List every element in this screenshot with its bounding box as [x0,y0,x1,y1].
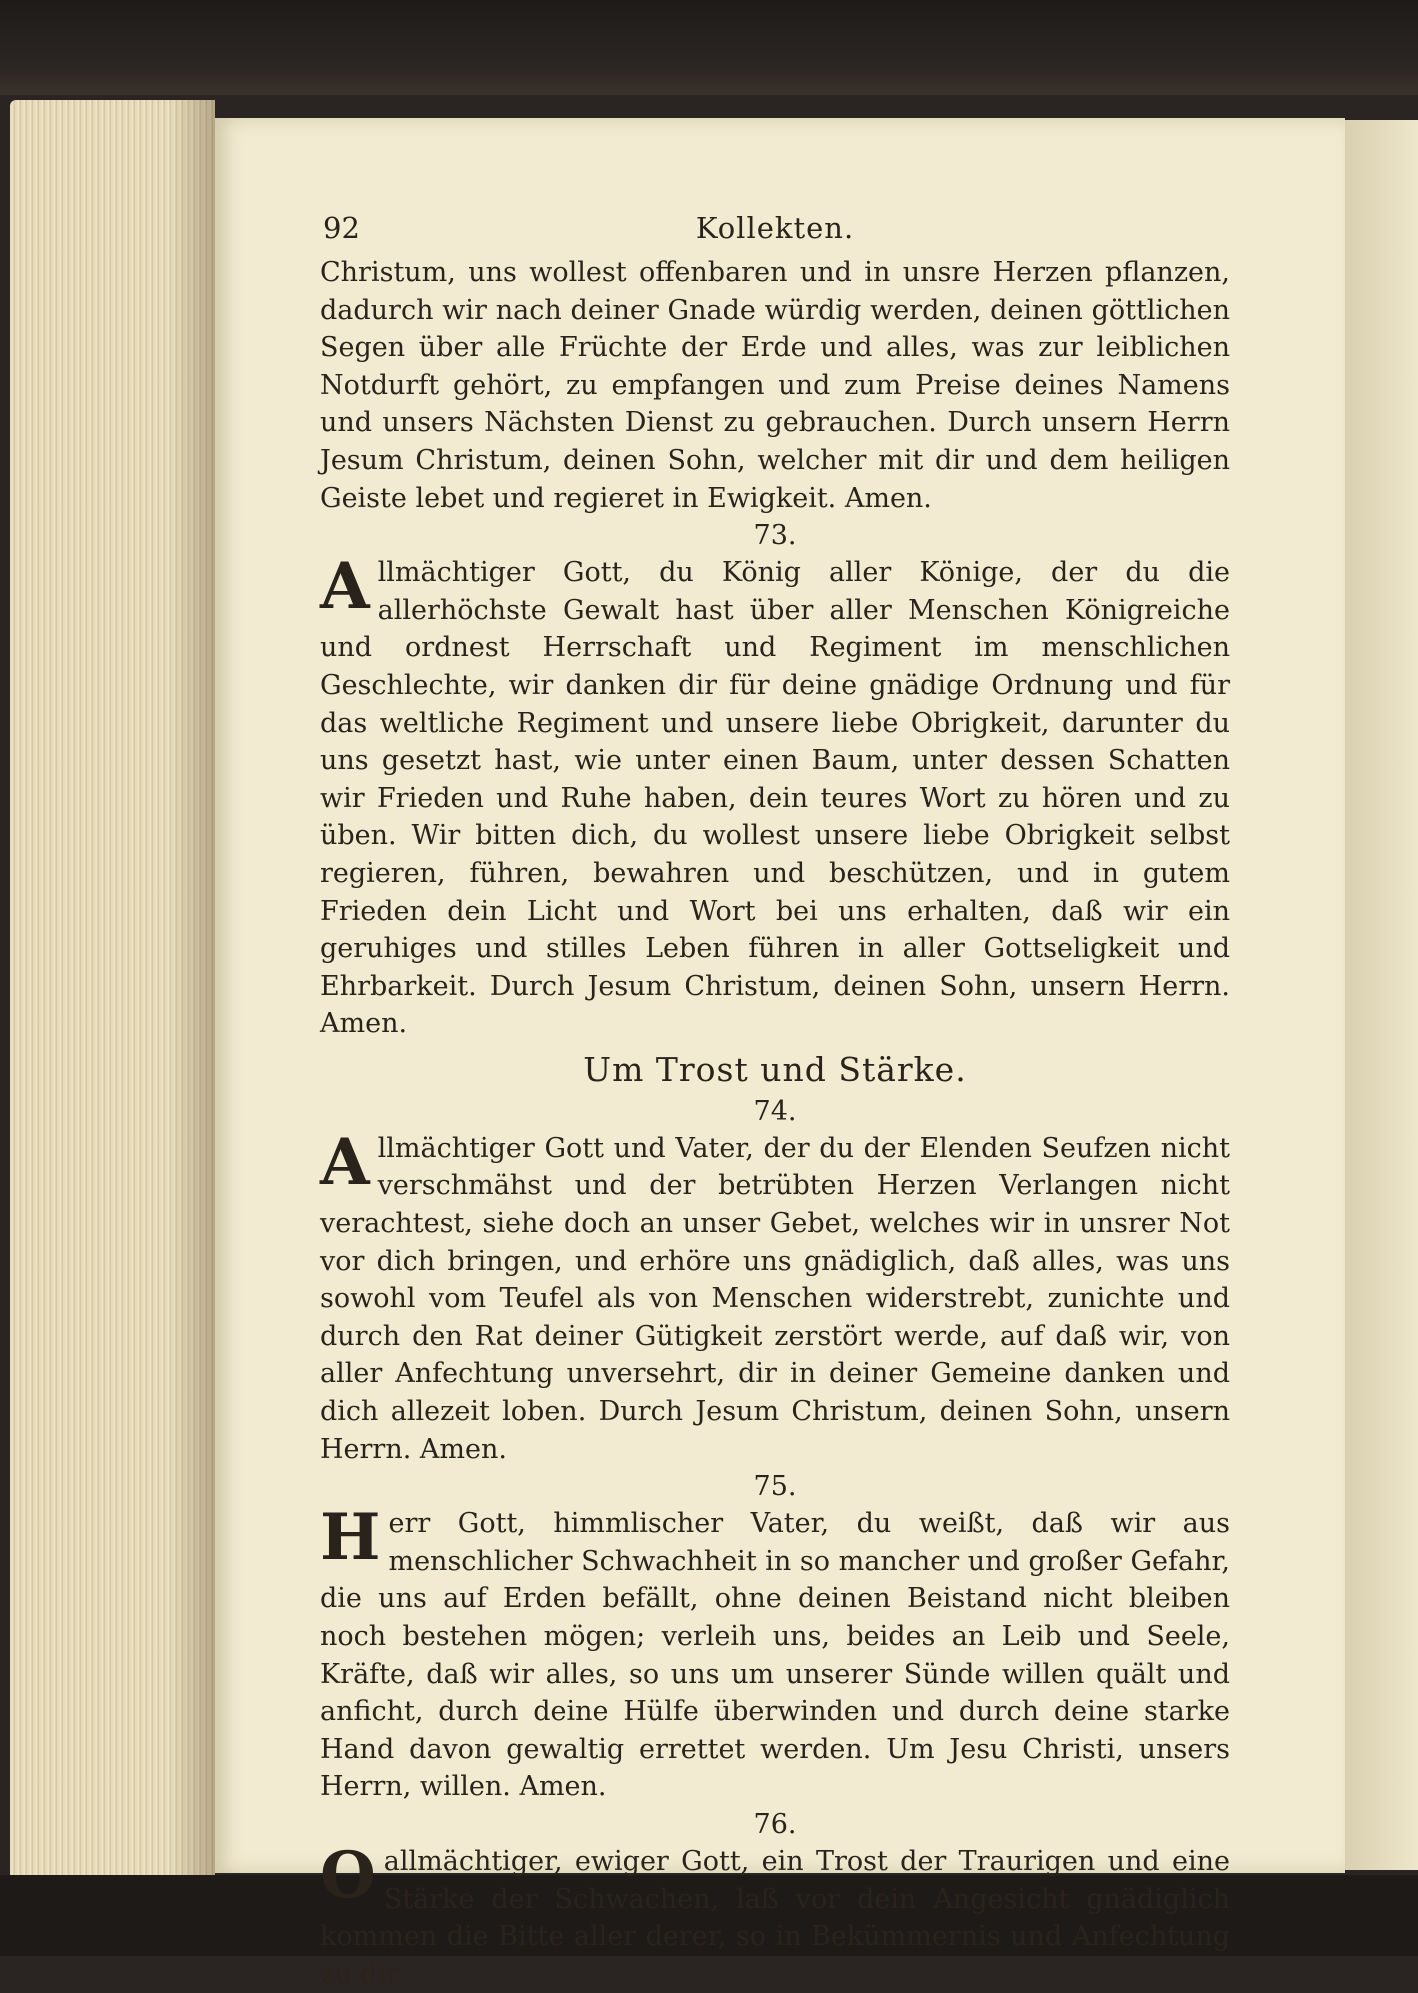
running-title: Kollekten. [695,211,855,245]
prayer-74 [320,1124,1230,1468]
drop-cap-73: A [320,549,370,625]
prayer-number-73: 73. [753,520,797,552]
drop-cap-74: A [320,1124,370,1200]
prayer-number-76: 76. [753,1808,797,1840]
prayer-75 [320,1500,1230,1806]
prayer-number-74: 74. [753,1095,797,1127]
prayer-74-text: llmächtiger Gott und Vater, der du der Elenden Seufzen nicht verschmähst und der betrübten Herzen Verlangen nicht verachtest, siehe doch an unser Gebet, welches wir in unsrer Not vor dich bringen, und erhöre uns gnädiglich, daß alles, was uns sowohl vom Teufel als von Menschen widerstrebt, zunichte und durch den Rat deiner Gütigkeit zerstört werde, auf daß wir, von aller Anfechtung unversehrt, dir in deiner Gemeine danken und dich allezeit loben. Durch Jesum Christum, deinen Sohn, unsern Herrn. Amen. [320,1132,1230,1465]
drop-cap-75: H [320,1500,381,1576]
drop-cap-76: O [320,1837,376,1913]
book-gutter-shadow [170,100,215,1880]
scan-background-top [0,0,1418,95]
page-number: 92 [323,211,360,245]
continuation-paragraph: Christum, uns wollest offenbaren und in unsre Herzen pflanzen, dadurch wir nach deiner Gnade würdig werden, deinen göttlichen Segen über alle Früchte der Erde und alles, was zur leiblichen Notdurft gehört, zu empfangen und zum Preise deines Namens und unsers Nächsten Dienst zu gebrauchen. Durch unsern Herrn Jesum Christum, deinen Sohn, welcher mit dir und dem heiligen Geiste lebet und regieret in Ewigkeit. Amen. [320,257,1230,514]
prayer-76-text: allmächtiger, ewiger Gott, ein Trost der Traurigen und eine Stärke der Schwachen, laß vor dein Angesicht gnädiglich kommen die Bitte aller derer, so in Bekümmernis und Anfechtung zu dir [320,1845,1230,1990]
page-header [320,210,1230,254]
page-content [320,210,1230,1993]
prayer-number-75: 75. [753,1471,797,1503]
prayer-75-text: err Gott, himmlischer Vater, du weißt, daß wir aus menschlicher Schwachheit in so mancher und großer Gefahr, die uns auf Erden befällt, ohne deinen Beistand nicht bleiben noch bestehen mögen; verleih uns, beides an Leib und Seele, Kräfte, daß wir alles, so uns um unserer Sünde willen quält und anficht, durch deine Hülfe überwinden und durch deine starke Hand davon gewaltig errettet werden. Um Jesu Christi, unsers Herrn, willen. Amen. [320,1508,1230,1803]
prayer-73 [320,549,1230,1043]
prayer-73-text: llmächtiger Gott, du König aller Könige, der du die allerhöchste Gewalt hast über aller Menschen Königreiche und ordnest Herrschaft und Regiment im menschlichen Geschlechte, wir danken dir für deine gnädige Ordnung und für das weltliche Regiment und unsere liebe Obrigkeit, darunter du uns gesetzt hast, wie unter einen Baum, unter dessen Schatten wir Frieden und Ruhe haben, dein teures Wort zu hören und zu üben. Wir bitten dich, du wollest unsere liebe Obrigkeit selbst regieren, führen, bewahren und beschützen, und in gutem Frieden dein Licht und Wort bei uns erhalten, daß wir ein geruhiges und stilles Leben führen in aller Gottseligkeit und Ehrbarkeit. Durch Jesum Christum, deinen Sohn, unsern Herrn. Amen. [320,557,1230,1040]
prayer-76 [320,1837,1230,1993]
section-heading: Um Trost und Stärke. [583,1049,967,1089]
facing-page-edge [1345,120,1418,1870]
